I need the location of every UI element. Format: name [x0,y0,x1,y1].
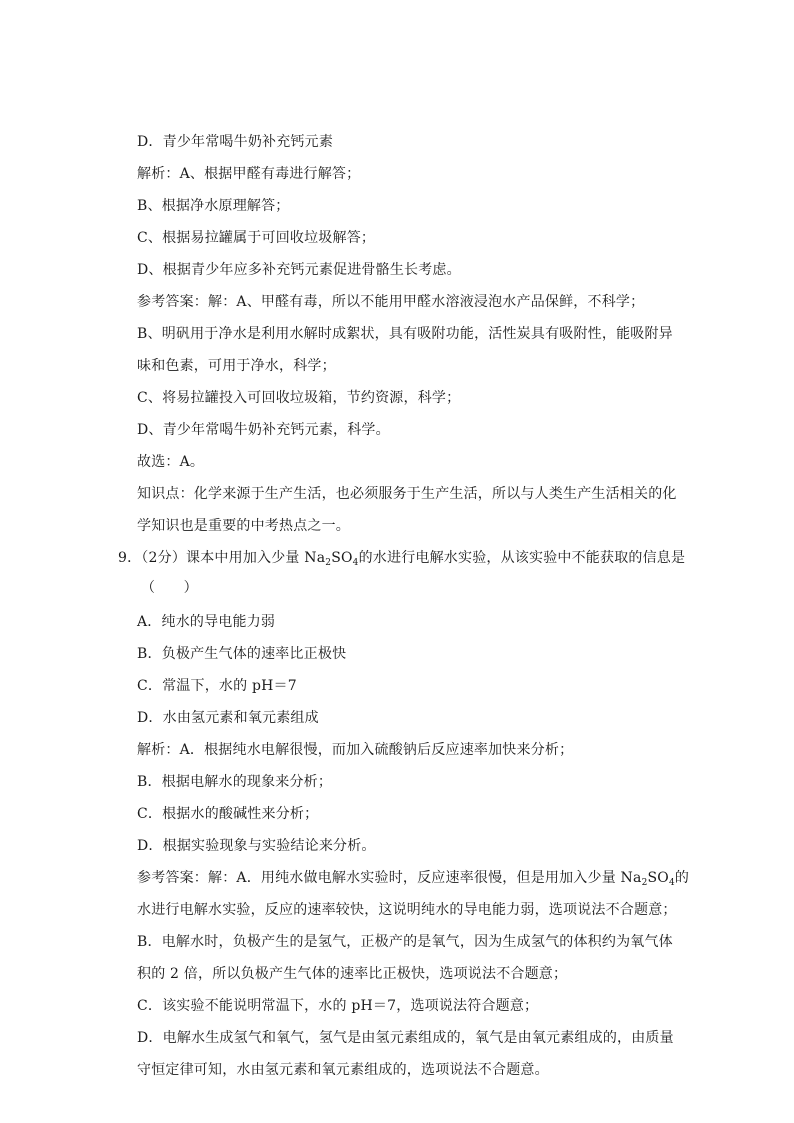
q9-answer-line: 水进行电解水实验，反应的速率较快，这说明纯水的导电能力弱，选项说法不合题意； [137,902,677,918]
q9-stem-text: 9．（2分）课本中用加入少量 Na [118,550,326,566]
q8-option-d: D．青少年常喝牛奶补充钙元素 [137,134,334,150]
q9-answer-text: 参考答案：解：A．用纯水做电解水实验时，反应速率很慢，但是用加入少量 Na [137,870,642,886]
q8-knowledge-line: 学知识也是重要的中考热点之一。 [137,518,350,534]
q9-answer-so: SO [647,870,669,886]
q9-analysis-line: D．根据实验现象与实验结论来分析。 [137,838,376,854]
q9-analysis-line: 解析：A．根据纯水电解很慢，而加入硫酸钠后反应速率加快来分析； [137,742,574,758]
q8-analysis-line: D、根据青少年应多补充钙元素促进骨骼生长考虑。 [137,262,461,278]
q8-answer-line: 味和色素，可用于净水，科学； [137,358,336,374]
q8-choice: 故选：A。 [137,454,205,470]
q9-option-c: C．常温下，水的 pH＝7 [137,678,297,694]
q9-answer-line: 守恒定律可知，水由氢元素和氧元素组成的，选项说法不合题意。 [137,1062,549,1078]
subscript-4: 4 [352,558,359,568]
q9-option-b: B．负极产生气体的速率比正极快 [137,646,347,662]
q8-analysis-line: C、根据易拉罐属于可回收垃圾解答； [137,230,376,246]
subscript-2: 2 [641,878,648,888]
q9-answer-parentheses: （ ） [141,580,198,596]
q8-answer-line: 参考答案：解：A、甲醛有毒，所以不能用甲醛水溶液浸泡水产品保鲜，不科学； [137,294,645,310]
q9-analysis-line: B．根据电解水的现象来分析； [137,774,333,790]
q8-answer-line: B、明矾用于净水是利用水解时成絮状，具有吸附功能，活性炭具有吸附性，能吸附异 [137,326,673,342]
q9-answer-line [137,870,689,886]
q9-option-d: D．水由氢元素和氧元素组成 [137,710,319,726]
q8-answer-line: D、青少年常喝牛奶补充钙元素，科学。 [137,422,390,438]
q8-answer-line: C、将易拉罐投入可回收垃圾箱，节约资源，科学； [137,390,461,406]
q9-option-a: A．纯水的导电能力弱 [137,614,276,630]
q9-stem-text: 的水进行电解水实验，从该实验中不能获取的信息是 [358,550,686,566]
subscript-2: 2 [325,558,332,568]
q9-answer-text: 的 [674,870,690,886]
q8-knowledge-line: 知识点：化学来源于生产生活，也必须服务于生产生活，所以与人类生产生活相关的化 [137,486,677,502]
q9-stem-so: SO [331,550,353,566]
q9-answer-line: C．该实验不能说明常温下，水的 pH＝7，选项说法符合题意； [137,998,539,1014]
q9-analysis-line: C．根据水的酸碱性来分析； [137,806,319,822]
q9-answer-line: 积的 2 倍，所以负极产生气体的速率比正极快，选项说法不合题意； [137,966,568,982]
q9-answer-line: B．电解水时，负极产生的是氢气，正极产的是氧气，因为生成氢气的体积约为氧气体 [137,934,673,950]
q8-analysis-line: 解析：A、根据甲醛有毒进行解答； [137,166,361,182]
q9-answer-line: D．电解水生成氢气和氧气，氢气是由氢元素组成的，氧气是由氧元素组成的，由质量 [137,1030,674,1046]
subscript-4: 4 [668,878,675,888]
q8-analysis-line: B、根据净水原理解答； [137,198,290,214]
q9-stem [118,550,685,566]
